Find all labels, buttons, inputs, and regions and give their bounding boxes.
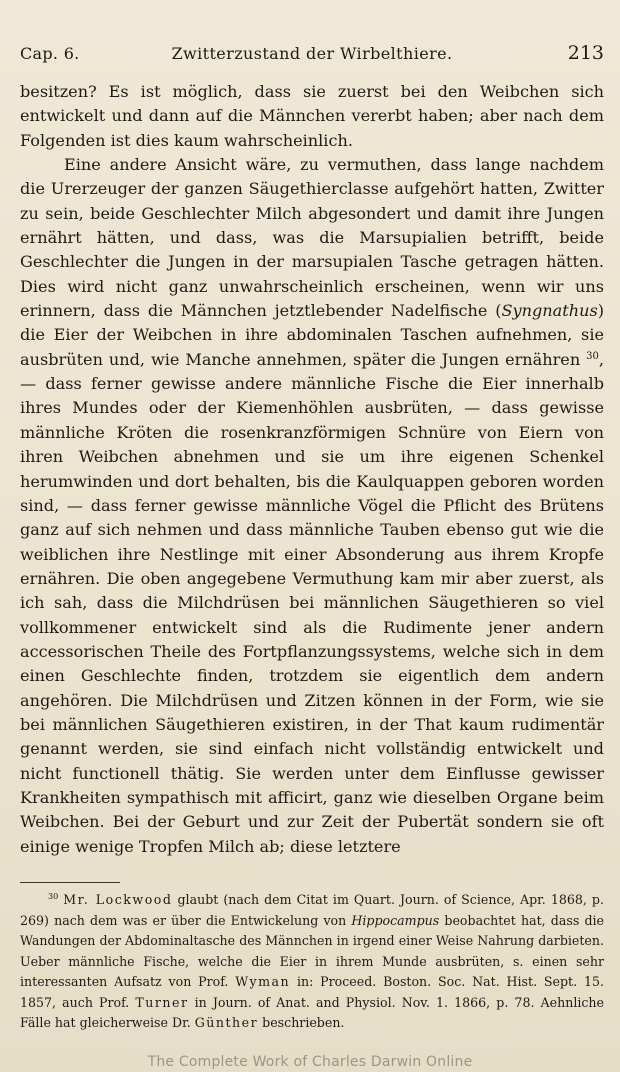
paragraph-text: , — dass ferner gewisse andere männliche Fische die Eier innerhalb ihres Mundes oder der Kiemenhöhlen ausbrüten, — dass gewisse männliche Kröten die rosenkranzförmigen Schnüre von Eiern von ihren Weibchen abnehmen und sie um ihre eigenen Schenkel herumwinden und dort behalten, bis die Kaulquappen geboren worden sind, — dass ferner gewisse männliche Vögel die Pflicht des Brütens ganz auf sich nehmen und dass männliche Tauben ebenso gut wie die weiblichen ihre Nestlinge mit einer Absonderung aus ihrem Kropfe ernähren. Die oben angegebene Vermuthung kam mir aber zuerst, als ich sah, dass die Milchdrüsen bei männlichen Säugethieren so viel vollkommener entwickelt sind als die Rudimente jener andern accessorischen Theile des Fortpflanzungssystems, welche sich in dem einen Geschlechte finden, trotzdem sie eigentlich dem andern angehören. Die Milchdrüsen und Zitzen können in der Form, wie sie bei männlichen Säugethieren existiren, in der That kaum rudimentär genannt werden, sie sind einfach nicht vollständig entwickelt und nicht functionell thätig. Sie werden unter dem Einflusse gewisser Krankheiten sympathisch mit afficirt, ganz wie dieselben Organe beim Weibchen. Bei der Geburt und zur Zeit der Pubertät sondern sie oft einige wenige Tropfen Milch ab; diese letztere — [20, 349, 605, 856]
page-number: 213 — [567, 42, 604, 64]
footnote-text: in: Proceed. Boston. Soc. Nat. Hist. Sept. 15. 1857, auch Prof. — [20, 974, 604, 1010]
paragraph-text: Eine andere Ansicht wäre, zu vermuthen, dass lange nachdem die Urerzeuger der ganzen Säugethierclasse aufgehört hatten, Zwitter zu sein, beide Geschlechter Milch abgesondert und damit ihre Jungen ernährt hätten, und dass, was die Marsupialien betrifft, beide Geschlechter die Jungen in der marsupialen Tasche getragen hätten. Dies wird nicht ganz unwahrscheinlich erscheinen, wenn wir uns erinnern, dass die Männchen jetztlebender Nadelfische ( — [20, 155, 604, 321]
author-name: Wyman — [235, 974, 291, 989]
chapter-label: Cap. 6. — [20, 44, 80, 63]
paragraph — [20, 153, 604, 859]
footnote-reference[interactable]: 30 — [586, 350, 599, 362]
footnote-text: glaubt (nach dem Citat im Quart. Journ. of Science, Apr. 1868, p. 269) nach dem was er über die Entwickelung von — [20, 892, 604, 928]
paragraph-continued — [20, 80, 604, 153]
watermark: The Complete Work of Charles Darwin Online — [147, 1054, 473, 1070]
author-name: Günther — [194, 1015, 259, 1030]
genus-name: Hippocampus — [351, 912, 440, 928]
genus-name: Syngnathus — [501, 301, 598, 321]
footnote-number: 30 — [48, 892, 59, 901]
paragraph-text: ) die Eier der Weibchen in ihre abdominalen Taschen aufnehmen, sie ausbrüten und, wie Manche annehmen, später die Jungen ernähren — [20, 301, 604, 369]
running-header — [20, 40, 604, 66]
author-name: Mr. Lockwood — [63, 892, 173, 907]
author-name: Turner — [135, 994, 189, 1010]
running-title: Zwitterzustand der Wirbelthiere. — [171, 44, 453, 63]
footnote-text: in Journ. of Anat. and Physiol. Nov. 1. 1866, p. 78. Aehnliche Fälle hat gleicherweise Dr. — [20, 994, 604, 1030]
footnote-text: beschrieben. — [258, 1015, 345, 1030]
paragraph-text: besitzen? Es ist möglich, dass sie zuerst bei den Weibchen sich entwickelt und dann auf die Männchen vererbt haben; aber nach dem Folgenden ist dies kaum wahrscheinlich. — [20, 82, 604, 150]
footnote-divider — [20, 882, 120, 883]
main-text — [20, 80, 604, 859]
footnote — [20, 890, 604, 1034]
footnote-text: beobachtet hat, dass die Wandungen der Abdominaltasche des Männchen in irgend einer Weise Nahrung darbieten. Ueber männliche Fische, welche die Eier in ihrem Munde ausbrüten, s. einen sehr interessanten Aufsatz von Prof. — [20, 912, 605, 989]
